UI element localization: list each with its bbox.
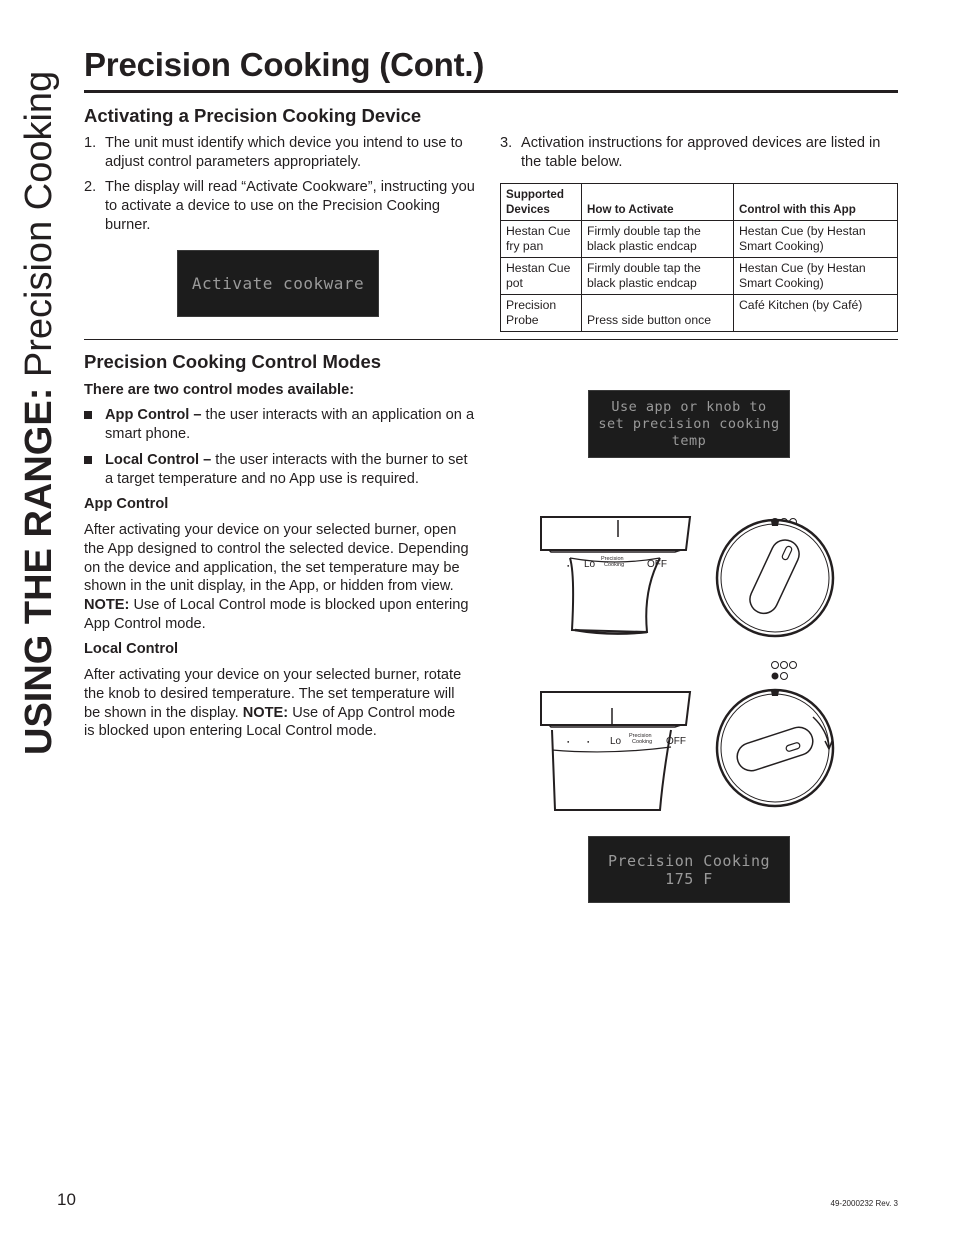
knob-off-label: OFF <box>666 736 686 747</box>
step-number: 2. <box>84 179 97 195</box>
table-cell: Hestan Cue fry pan <box>501 221 582 258</box>
knob-precision-label: Precision <box>629 733 652 739</box>
app-control-heading: App Control <box>84 496 169 512</box>
table-cell: Hestan Cue (by Hestan Smart Cooking) <box>734 221 898 258</box>
knob-illustration-off <box>535 480 855 640</box>
document-number: 49-2000232 Rev. 3 <box>830 1199 898 1208</box>
activate-cookware-display <box>177 250 379 317</box>
supported-devices-table <box>500 183 898 332</box>
table-header-row <box>501 184 898 221</box>
knob-off-label: OFF <box>647 559 667 570</box>
knob-front-view <box>717 519 833 637</box>
side-tab-bold: USING THE RANGE: <box>18 387 60 755</box>
display-text: Activate cookware <box>191 274 365 293</box>
display-line: set precision cooking <box>598 415 780 432</box>
bullet-text: the user interacts with an application on a smart phone. <box>105 407 475 442</box>
table-cell: Firmly double tap the black plastic endcap <box>582 258 734 295</box>
knob-cooking-label: Cooking <box>604 562 625 568</box>
app-control-body <box>84 521 469 634</box>
table-cell: Firmly double tap the black plastic endcap <box>582 221 734 258</box>
bullet-text: the user interacts with the burner to set a target temperature and no App use is required. <box>105 452 468 487</box>
knob-illustration-precision <box>535 655 855 815</box>
column-header: Supported Devices <box>501 184 582 221</box>
side-tab-thin: Precision Cooking <box>18 70 60 388</box>
local-control-heading: Local Control <box>84 641 179 657</box>
step-text: Activation instructions for approved devices are listed in the table below. <box>521 135 881 170</box>
display-line: temp <box>671 432 707 449</box>
knob-side-view <box>541 692 690 810</box>
table-cell: Café Kitchen (by Café) <box>734 295 898 332</box>
svg-text:●: ● <box>587 739 590 744</box>
control-modes-heading: Precision Cooking Control Modes <box>84 351 382 372</box>
app-control-text: After activating your device on your selected burner, open the App designed to control the selected device. Depending on the device and application, the set temperature may be shown in the unit display, in the App, or hidden from view. <box>84 522 469 595</box>
knob-lo-label: Lo <box>584 559 596 570</box>
table-cell: Hestan Cue (by Hestan Smart Cooking) <box>734 258 898 295</box>
svg-text:●: ● <box>567 563 570 568</box>
bullet-square-icon <box>84 456 92 464</box>
step-number: 1. <box>84 135 97 151</box>
side-section-tab <box>14 35 64 755</box>
table-row <box>501 258 898 295</box>
activating-heading: Activating a Precision Cooking Device <box>84 105 422 126</box>
table-row <box>501 295 898 332</box>
column-header: Control with this App <box>734 184 898 221</box>
bullet-term: App Control – <box>105 407 202 423</box>
step-text: The unit must identify which device you intend to use to adjust control parameters appropriately. <box>105 135 463 170</box>
column-header: How to Activate <box>582 184 734 221</box>
step-number: 3. <box>500 135 513 151</box>
note-text: Use of Local Control mode is blocked upon entering App Control mode. <box>84 597 469 632</box>
table-cell: Press side button once <box>582 295 734 332</box>
app-or-knob-display <box>588 390 790 458</box>
display-line: Use app or knob to <box>611 398 767 415</box>
bullet-square-icon <box>84 411 92 419</box>
display-text: Precision Cooking 175 F <box>607 851 771 888</box>
knob-precision-label: Precision <box>601 556 624 562</box>
local-control-text: After activating your device on your selected burner, rotate the knob to desired temperature. The set temperature will be shown in the display. <box>84 667 462 721</box>
knob-front-view <box>717 662 833 807</box>
page-title: Precision Cooking (Cont.) <box>84 46 485 83</box>
table-row <box>501 221 898 258</box>
step-text: The display will read “Activate Cookware”, instructing you to activate a device to use on the Precision Cooking burner. <box>105 179 475 233</box>
svg-text:●: ● <box>567 739 570 744</box>
note-label: NOTE: <box>242 704 289 721</box>
modes-intro: There are two control modes available: <box>84 382 355 398</box>
note-label: NOTE: <box>84 597 130 614</box>
knob-lo-label: Lo <box>610 736 622 747</box>
precision-cooking-display <box>588 836 790 903</box>
title-rule <box>84 90 898 93</box>
bullet-term: Local Control – <box>105 452 212 468</box>
section-divider <box>84 339 898 340</box>
table-cell: Precision Probe <box>501 295 582 332</box>
note-text: Use of App Control mode is blocked upon entering Local Control mode. <box>84 704 456 740</box>
knob-side-view <box>541 517 690 634</box>
page-number: 10 <box>57 1190 76 1209</box>
table-cell: Hestan Cue pot <box>501 258 582 295</box>
knob-cooking-label: Cooking <box>632 739 653 745</box>
local-control-body <box>84 666 469 741</box>
